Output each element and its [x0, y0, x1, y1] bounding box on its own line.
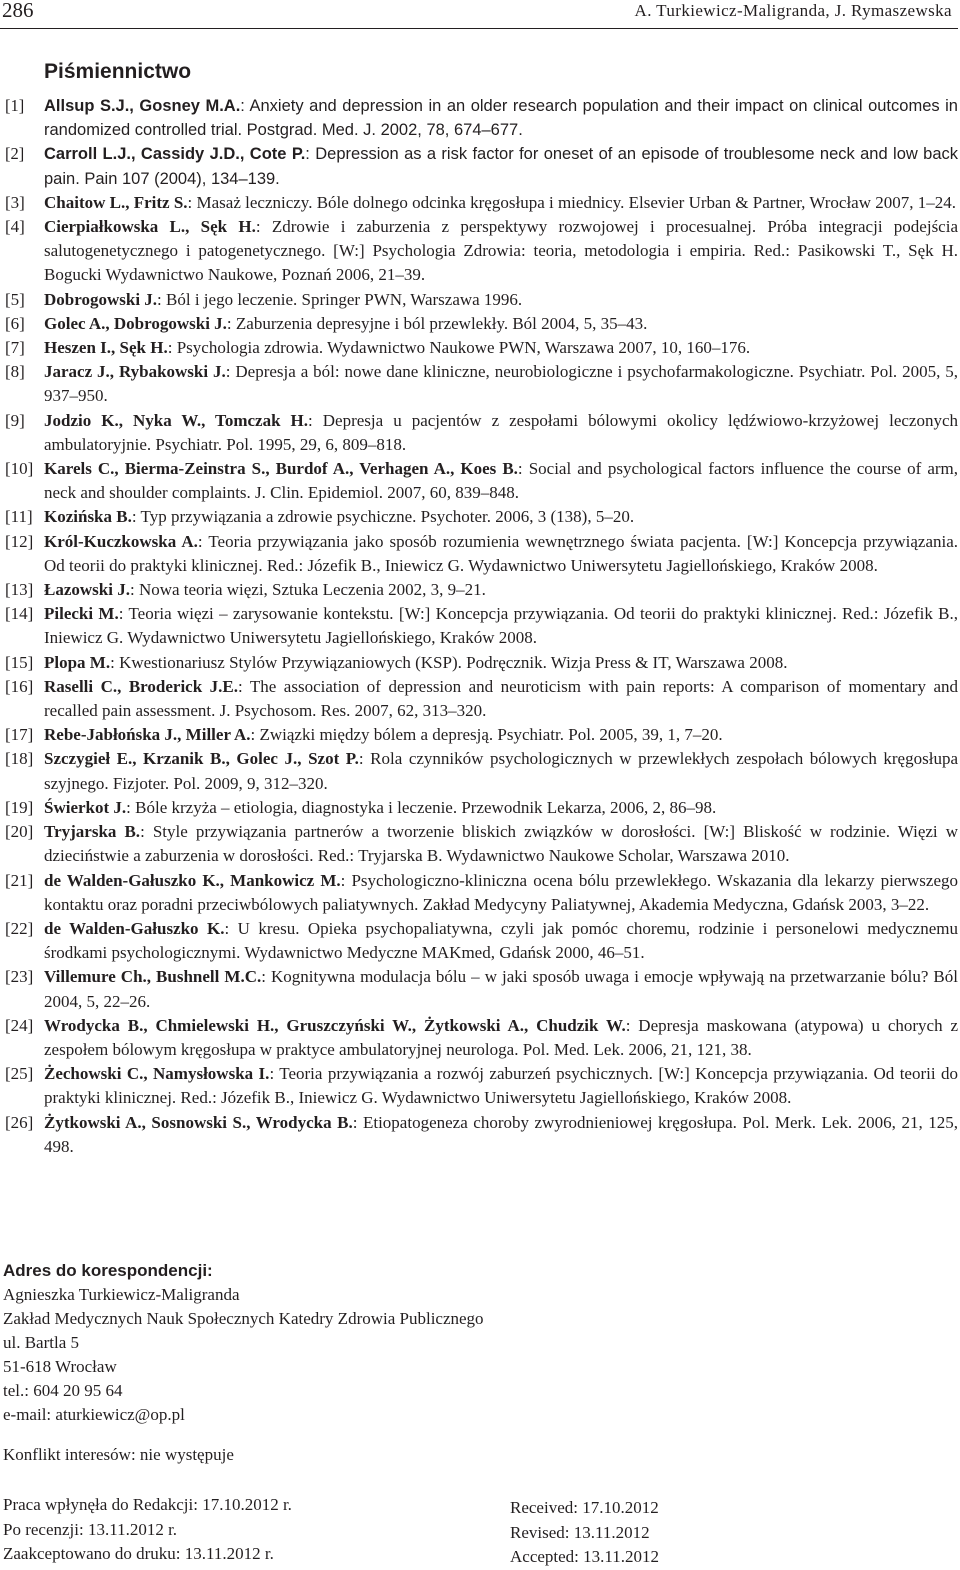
reference-item: [0, 965, 958, 1013]
reference-text: : The association of depression and neuroticism with pain reports: A comparison of momentary and recalled pain assessment. J. Psychosom. Res. 2007, 62, 313–320.: [44, 676, 958, 721]
reference-number: [24]: [5, 1015, 34, 1035]
reference-item: [0, 336, 958, 360]
reference-item: [0, 869, 958, 917]
reference-authors: Żechowski C., Namysłowska I.: [44, 1064, 270, 1084]
correspondence-email: e-mail: aturkiewicz@op.pl: [3, 1405, 185, 1424]
reference-text: : U kresu. Opieka psychopaliatywna, czyli jak pomóc choremu, rodzinie i personelowi medycznemu środkami psychologicznymi. Wydawnictwo Medyczne MAKmed, Gdańsk 2000, 46–51.: [44, 918, 958, 963]
reference-number: [10]: [5, 459, 34, 479]
reference-item: [0, 142, 958, 190]
reference-item: [0, 747, 958, 795]
reference-authors: Żytkowski A., Sosnowski S., Wrodycka B.: [44, 1112, 353, 1132]
reference-item: [0, 1111, 958, 1159]
reference-item: [0, 1014, 958, 1062]
reference-item: [0, 360, 958, 408]
reference-number: [23]: [5, 967, 34, 987]
correspondence-street: ul. Bartla 5: [3, 1333, 80, 1352]
reference-authors: de Walden-Gałuszko K., Mankowicz M.: [44, 870, 341, 890]
reference-number: [26]: [5, 1112, 34, 1132]
reference-authors: Król-Kuczkowska A.: [44, 531, 198, 551]
reference-item: [0, 191, 958, 215]
date-revised-en: Revised: 13.11.2012: [510, 1522, 650, 1542]
reference-number: [4]: [5, 217, 25, 237]
reference-number: [5]: [5, 289, 25, 309]
reference-number: [7]: [5, 338, 25, 358]
reference-authors: Kozińska B.: [44, 507, 132, 527]
conflict-of-interest: Konflikt interesów: nie występuje: [3, 1445, 234, 1464]
date-received-en: Received: 17.10.2012: [510, 1498, 659, 1517]
reference-text: : Style przywiązania partnerów a tworzenie bliskich związków w dorosłości. [W:] Bliskość w rodzinie. Więzi w dzieciństwie a zaburzenia w dorosłości. Red.: Tryjarska B. Wydawnictwo Naukowe Scholar, Warszawa 2010.: [44, 822, 958, 866]
reference-text: : Kognitywna modulacja bólu – w jaki sposób uwaga i emocje wpływają na przetwarzanie bólu? Ból 2004, 5, 22–26.: [44, 967, 958, 1011]
date-accepted-en: Accepted: 13.11.2012: [510, 1547, 660, 1566]
reference-item: [0, 602, 958, 650]
reference-text: : Social and psychological factors influence the course of arm, neck and shoulder complaints. J. Clin. Epidemiol. 2007, 60, 839–848.: [44, 459, 958, 503]
reference-authors: Allsup S.J., Gosney M.A.: [44, 97, 241, 115]
reference-number: [15]: [5, 652, 34, 672]
reference-number: [17]: [5, 725, 34, 745]
reference-item: [0, 94, 958, 142]
reference-text: : Nowa teoria więzi, Sztuka Leczenia 2002, 3, 9–21.: [129, 580, 486, 600]
reference-number: [18]: [5, 749, 34, 769]
reference-number: [12]: [5, 531, 34, 551]
reference-authors: Jaracz J., Rybakowski J.: [44, 362, 226, 382]
reference-item: [0, 723, 958, 747]
reference-authors: Dobrogowski J.: [44, 289, 158, 309]
correspondence-city: 51-618 Wrocław: [3, 1357, 117, 1376]
reference-text: : Teoria przywiązania a rozwój zaburzeń psychicznych. [W:] Koncepcja przywiązania. Od teorii do praktyki klinicznej. Red.: Józefik B., Iniewicz G. Wydawnictwo Uniwersytetu Jagiellońskiego, Kraków 2008.: [44, 1064, 958, 1108]
reference-number: [20]: [5, 822, 34, 842]
reference-text: : Zaburzenia depresyjne i ból przewlekły. Ból 2004, 5, 35–43.: [226, 313, 648, 333]
reference-item: [0, 578, 958, 602]
reference-authors: Pilecki M.: [44, 604, 119, 624]
reference-number: [8]: [5, 362, 25, 382]
reference-item: [0, 288, 958, 312]
reference-authors: Villemure Ch., Bushnell M.C.: [44, 967, 262, 987]
reference-text: : Depresja a ból: nowe dane kliniczne, neurobiologiczne i psychofarmakologiczne. Psychiatr. Pol. 2005, 5, 937–950.: [44, 362, 958, 406]
reference-authors: Tryjarska B.: [44, 822, 141, 842]
reference-text: : Psychologiczno-kliniczna ocena bólu przewlekłego. Wskazania dla lekarzy pierwszego kontaktu oraz poradni przeciwbólowych paliatywnych. Zakład Medycyny Paliatywnej, Akademia Medyczna, Gdańsk 2003, 3–22.: [44, 870, 958, 914]
reference-item: [0, 215, 958, 288]
reference-number: [11]: [5, 507, 33, 527]
reference-item: [0, 1062, 958, 1110]
date-received-pl: Praca wpłynęła do Redakcji: 17.10.2012 r.: [3, 1495, 292, 1514]
reference-item: [0, 312, 958, 336]
reference-authors: de Walden-Gałuszko K.: [44, 918, 225, 938]
reference-text: : Depresja u pacjentów z zespołami bólowymi okolicy lędźwiowo-krzyżowej leczonych ambulatoryjnie. Psychiatr. Pol. 1995, 29, 6, 809–818.: [44, 410, 958, 454]
reference-number: [19]: [5, 797, 34, 817]
date-revised-pl: Po recenzji: 13.11.2012 r.: [3, 1519, 178, 1539]
reference-number: [25]: [5, 1064, 34, 1084]
correspondence-phone: tel.: 604 20 95 64: [3, 1381, 123, 1400]
reference-item: [0, 505, 958, 529]
reference-authors: Karels C., Bierma-Zeinstra S., Burdof A., Verhagen A., Koes B.: [44, 459, 518, 479]
reference-item: [0, 917, 958, 965]
reference-list: [0, 94, 958, 1159]
reference-number: [1]: [5, 96, 25, 115]
reference-text: : Psychologia zdrowia. Wydawnictwo Naukowe PWN, Warszawa 2007, 10, 160–176.: [167, 338, 751, 358]
reference-number: [3]: [5, 192, 25, 212]
reference-number: [16]: [5, 676, 34, 696]
reference-text: : Zdrowie i zaburzenia z perspektywy rozwojowej i procesualnej. Próba integracji podejścia salutogenetycznego i patogenetycznego. [W:] Psychologia Zdrowia: teoria, metodologia i empiria. Red.: Pasikowski T., Sęk H. Bogucki Wydawnictwo Naukowe, Poznań 2006, 21–39.: [44, 217, 958, 285]
reference-text: : Rola czynników psychologicznych w przewlekłych zespołach bólowych kręgosłupa szyjnego. Fizjoter. Pol. 2009, 9, 312–320.: [44, 749, 958, 793]
reference-item: [0, 530, 958, 578]
reference-text: : Ból i jego leczenie. Springer PWN, Warszawa 1996.: [157, 289, 523, 309]
reference-item: [0, 675, 958, 723]
reference-text: : Typ przywiązania a zdrowie psychiczne. Psychoter. 2006, 3 (138), 5–20.: [131, 507, 635, 527]
reference-authors: Rebe-Jabłońska J., Miller A.: [44, 725, 251, 745]
reference-text: : Anxiety and depression in an older research population and their impact on clinical outcomes in randomized controlled trial. Postgrad. Med. J. 2002, 78, 674–677.: [44, 97, 958, 140]
reference-number: [21]: [5, 870, 34, 890]
reference-authors: Wrodycka B., Chmielewski H., Gruszczyński W., Żytkowski A., Chudzik W.: [44, 1015, 626, 1035]
reference-authors: Świerkot J.: [44, 797, 127, 817]
running-head: A. Turkiewicz-Maligranda, J. Rymaszewska: [634, 1, 952, 20]
reference-text: : Bóle krzyża – etiologia, diagnostyka i leczenie. Przewodnik Lekarza, 2006, 2, 86–98.: [126, 797, 717, 817]
reference-text: : Depresja maskowana (atypowa) u chorych z zespołem bólowym kręgosłupa w praktyce ambulatoryjnej neurologa. Pol. Med. Lek. 2006, 21, 121, 38.: [44, 1015, 958, 1059]
reference-authors: Plopa M.: [44, 652, 111, 672]
reference-authors: Szczygieł E., Krzanik B., Golec J., Szot P.: [44, 749, 359, 769]
reference-number: [22]: [5, 918, 34, 938]
reference-number: [9]: [5, 410, 25, 430]
correspondence-block: [3, 1259, 484, 1427]
correspondence-department: Zakład Medycznych Nauk Społecznych Katedry Zdrowia Publicznego: [3, 1309, 484, 1328]
reference-text: : Związki między bólem a depresją. Psychiatr. Pol. 2005, 39, 1, 7–20.: [250, 725, 723, 745]
reference-number: [2]: [5, 144, 25, 164]
reference-text: : Etiopatogeneza choroby zwyrodnieniowej kręgosłupa. Pol. Merk. Lek. 2006, 21, 125, 498.: [44, 1112, 958, 1156]
reference-item: [0, 457, 958, 505]
correspondence-label: Adres do korespondencji:: [3, 1261, 213, 1280]
reference-text: : Teoria więzi – zarysowanie kontekstu. [W:] Koncepcja przywiązania. Od teorii do praktyki klinicznej. Red.: Józefik B., Iniewicz G. Wydawnictwo Uniwersytetu Jagiellońskiego, Kraków 2008.: [44, 604, 958, 648]
reference-item: [0, 409, 958, 457]
reference-authors: Jodzio K., Nyka W., Tomczak H.: [44, 410, 309, 430]
reference-number: [6]: [5, 313, 25, 333]
reference-authors: Cierpiałkowska L., Sęk H.: [44, 217, 256, 237]
correspondence-name: Agnieszka Turkiewicz-Maligranda: [3, 1285, 240, 1304]
reference-authors: Łazowski J.: [44, 580, 130, 600]
page-header: [0, 0, 958, 29]
reference-number: [13]: [5, 580, 34, 600]
reference-text: : Masaż leczniczy. Bóle dolnego odcinka kręgosłupa i miednicy. Elsevier Urban & Partner, Wrocław 2007, 1–24.: [187, 192, 956, 212]
reference-item: [0, 820, 958, 868]
reference-text: : Kwestionariusz Stylów Przywiązaniowych (KSP). Podręcznik. Wizja Press & IT, Warszawa 2008.: [110, 652, 788, 672]
page-number: 286: [2, 0, 34, 22]
date-accepted-pl: Zaakceptowano do druku: 13.11.2012 r.: [3, 1544, 274, 1563]
reference-number: [14]: [5, 604, 34, 624]
reference-authors: Carroll L.J., Cassidy J.D., Cote P.: [44, 145, 306, 164]
dates-polish: [3, 1493, 292, 1567]
reference-authors: Raselli C., Broderick J.E.: [44, 676, 238, 696]
reference-text: : Depression as a risk factor for oneset of an episode of troublesome neck and low back pain. Pain 107 (2004), 134–139.: [44, 145, 959, 188]
dates-english: [510, 1496, 659, 1570]
section-title: Piśmiennictwo: [44, 60, 192, 83]
reference-authors: Chaitow L., Fritz S.: [44, 192, 188, 212]
reference-text: : Teoria przywiązania jako sposób rozumienia wewnętrznego świata pacjenta. [W:] Koncepcja przywiązania. Od teorii do praktyki klinicznej. Red.: Józefik B., Iniewicz G. Wydawnictwo Uniwersytetu Jagiellońskiego, Kraków 2008.: [44, 531, 959, 575]
reference-authors: Heszen I., Sęk H.: [44, 338, 168, 358]
reference-authors: Golec A., Dobrogowski J.: [44, 313, 227, 333]
reference-item: [0, 651, 958, 675]
reference-item: [0, 796, 958, 820]
